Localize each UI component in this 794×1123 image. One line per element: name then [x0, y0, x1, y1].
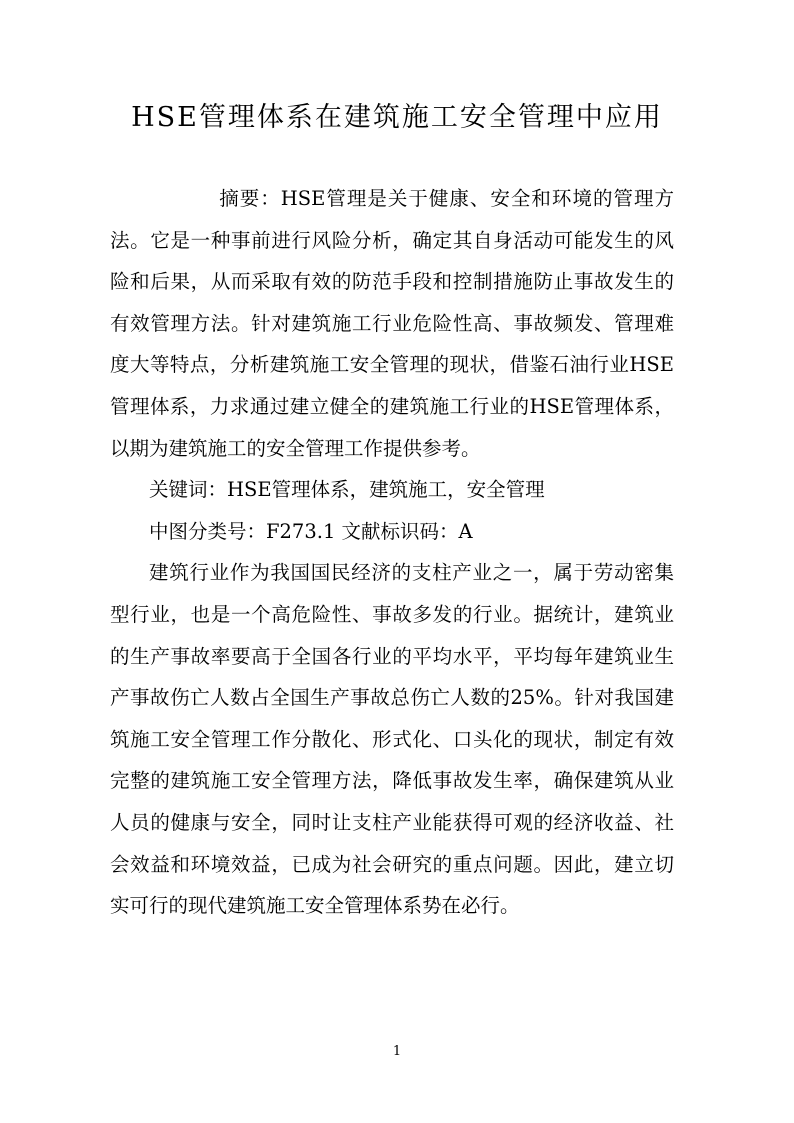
keywords-text: HSE管理体系，建筑施工，安全管理 [227, 478, 545, 502]
keywords-paragraph [110, 469, 674, 511]
document-title: HSE管理体系在建筑施工安全管理中应用 [131, 102, 663, 133]
keywords-label: 关键词： [149, 478, 228, 502]
abstract-text: HSE管理是关于健康、安全和环境的管理方法。它是一种事前进行风险分析，确定其自身活动可能发生的风险和后果，从而采取有效的防范手段和控制措施防止事故发生的有效管理方法。针对建筑施工行业危险性高、事故频发、管理难度大等特点，分析建筑施工安全管理的现状，借鉴石油行业HSE管理体系，力求通过建立健全的建筑施工行业的HSE管理体系，以期为建筑施工的安全管理工作提供参考。 [110, 187, 674, 460]
document-body [110, 178, 674, 927]
classification-paragraph: 中图分类号：F273.1 文献标识码：A [149, 519, 473, 543]
abstract-label: 摘要： [219, 187, 281, 210]
page-number: 1 [392, 1044, 402, 1059]
abstract-paragraph [110, 178, 674, 469]
body-paragraph: 建筑行业作为我国国民经济的支柱产业之一，属于劳动密集型行业，也是一个高危险性、事故多发的行业。据统计，建筑业的生产事故率要高于全国各行业的平均水平，平均每年建筑业生产事故伤亡人数占全国生产事故总伤亡人数的25%。针对我国建筑施工安全管理工作分散化、形式化、口头化的现状，制定有效完整的建筑施工安全管理方法，降低事故发生率，确保建筑从业人员的健康与安全，同时让支柱产业能获得可观的经济收益、社会效益和环境效益，已成为社会研究的重点问题。因此，建立切实可行的现代建筑施工安全管理体系势在必行。 [110, 561, 674, 918]
